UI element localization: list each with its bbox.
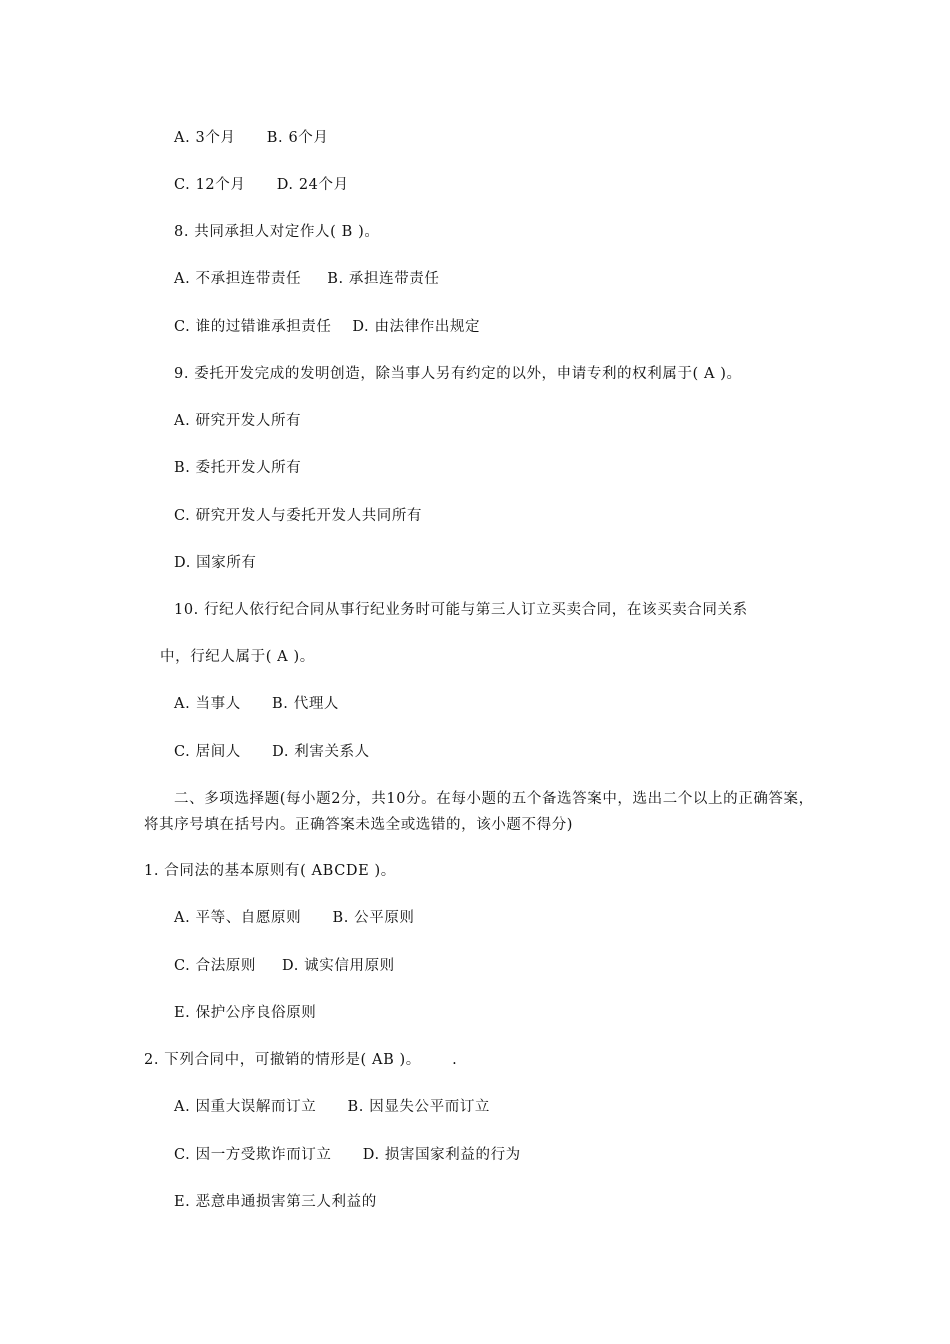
option-line: E. 恶意串通损害第三人利益的 — [174, 1194, 377, 1210]
question-line: 8. 共同承担人对定作人( B )。 — [174, 224, 380, 240]
option-line: A. 不承担连带责任 B. 承担连带责任 — [174, 271, 440, 287]
option-line: A. 平等、自愿原则 B. 公平原则 — [174, 910, 415, 926]
question-line: 2. 下列合同中，可撤销的情形是( AB )。 . — [144, 1052, 458, 1068]
option-line: C. 因一方受欺诈而订立 D. 损害国家利益的行为 — [174, 1147, 521, 1163]
section-heading: 二、多项选择题(每小题2分，共10分。在每小题的五个备选答案中，选出二个以上的正确答案， — [174, 791, 814, 807]
question-line: 1. 合同法的基本原则有( ABCDE )。 — [144, 863, 396, 879]
question-line: 10. 行纪人依行纪合同从事行纪业务时可能与第三人订立买卖合同，在该买卖合同关系 — [174, 602, 748, 618]
option-line: C. 12个月 D. 24个月 — [174, 177, 349, 193]
question-continuation: 中，行纪人属于( A )。 — [160, 649, 315, 665]
option-line: C. 谁的过错谁承担责任 D. 由法律作出规定 — [174, 319, 481, 335]
question-line: 9. 委托开发完成的发明创造，除当事人另有约定的以外，申请专利的权利属于( A )。 — [174, 366, 742, 382]
option-line: A. 因重大误解而订立 B. 因显失公平而订立 — [174, 1099, 491, 1115]
option-line: A. 当事人 B. 代理人 — [174, 696, 340, 712]
option-line: A. 3个月 B. 6个月 — [174, 130, 329, 146]
option-line: C. 居间人 D. 利害关系人 — [174, 744, 370, 760]
section-heading-continuation: 将其序号填在括号内。正确答案未选全或选错的，该小题不得分) — [144, 817, 574, 833]
option-line: E. 保护公序良俗原则 — [174, 1005, 317, 1021]
option-line: D. 国家所有 — [174, 555, 257, 571]
option-line: C. 合法原则 D. 诚实信用原则 — [174, 958, 395, 974]
option-line: B. 委托开发人所有 — [174, 460, 302, 476]
option-line: A. 研究开发人所有 — [174, 413, 302, 429]
option-line: C. 研究开发人与委托开发人共同所有 — [174, 508, 423, 524]
